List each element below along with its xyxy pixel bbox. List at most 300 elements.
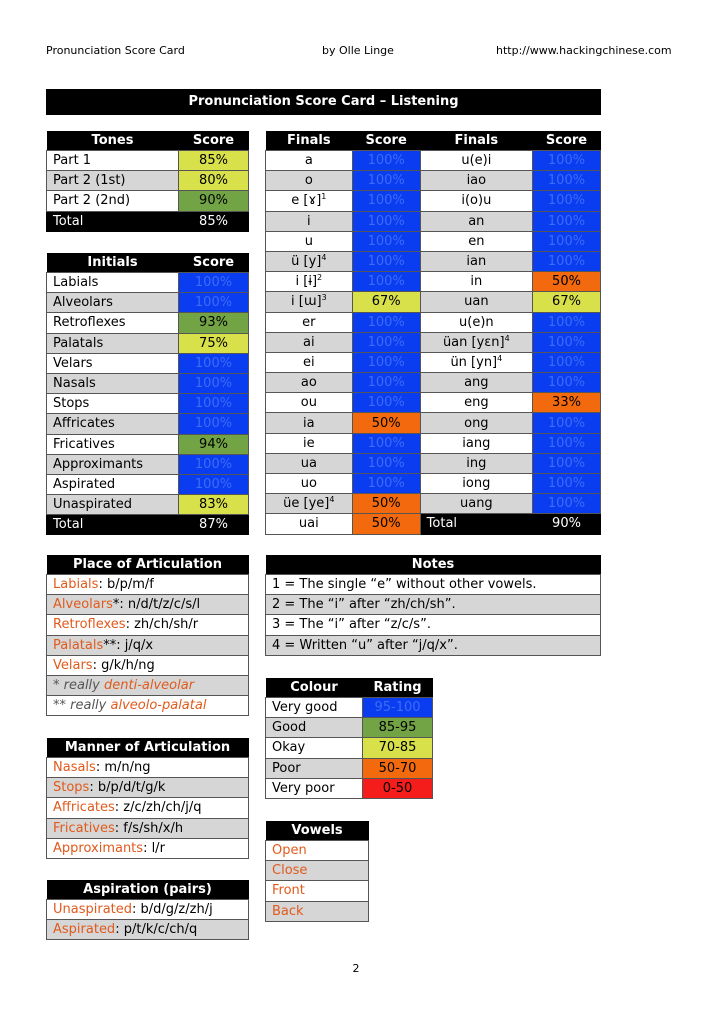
- initial-score: 100%: [179, 394, 249, 414]
- final-label: [420, 433, 532, 453]
- finals-header-left: Finals: [266, 131, 353, 151]
- vowels-header: Vowels: [266, 821, 369, 841]
- final-label: [420, 393, 532, 413]
- final-label: [420, 352, 532, 372]
- finals-total-score: 90%: [533, 514, 601, 534]
- table-row: [266, 841, 369, 861]
- initial-label: Alveolars: [47, 293, 179, 313]
- table-row: [266, 494, 601, 514]
- finals-total-label: Total: [420, 514, 532, 534]
- aspiration-values: : p/t/k/c/ch/q: [115, 922, 198, 938]
- final-label-label: üan [yɛn]: [442, 334, 505, 350]
- table-row: [47, 373, 249, 393]
- table-row: [266, 231, 601, 251]
- final-label-label: uo: [300, 476, 317, 492]
- final-label: [266, 151, 353, 171]
- place-note: [47, 675, 249, 695]
- table-row: [266, 272, 601, 292]
- table-row: [47, 696, 249, 716]
- total-row: [47, 211, 249, 231]
- final-label: [266, 312, 353, 332]
- final-score: 50%: [352, 514, 420, 534]
- legend-rating-header: Rating: [363, 678, 433, 698]
- final-label-label: ao: [300, 375, 317, 391]
- final-score: 100%: [352, 171, 420, 191]
- notes-header: Notes: [266, 555, 601, 575]
- initial-label: Approximants: [47, 454, 179, 474]
- place-note-prefix: * really: [53, 678, 104, 694]
- table-row: [47, 495, 249, 515]
- legend-label: Very poor: [266, 778, 363, 798]
- place-term: Labials: [53, 577, 99, 593]
- table-row: [47, 575, 249, 595]
- legend-range: 85-95: [363, 718, 433, 738]
- table-row: [266, 778, 433, 798]
- table-row: [47, 758, 249, 778]
- table-row: [47, 333, 249, 353]
- tones-total-score: 85%: [179, 211, 249, 231]
- table-row: [266, 332, 601, 352]
- table-row: [47, 818, 249, 838]
- final-label-label: u: [304, 233, 313, 249]
- final-score: 33%: [533, 393, 601, 413]
- final-label-label: er: [302, 314, 316, 330]
- initial-score: 100%: [179, 414, 249, 434]
- final-label: [420, 494, 532, 514]
- page-title: Pronunciation Score Card – Listening: [46, 89, 601, 115]
- place-values: *: n/d/t/z/c/s/l: [112, 597, 201, 613]
- table-row: [266, 413, 601, 433]
- tones-table: [46, 131, 249, 232]
- manner-term: Affricates: [53, 800, 115, 816]
- aspiration-term: Aspirated: [53, 922, 116, 938]
- manner-values: : z/c/zh/ch/j/q: [114, 800, 202, 816]
- final-label: [420, 231, 532, 251]
- manner-term: Stops: [53, 780, 90, 796]
- final-label-label: en: [468, 233, 485, 249]
- final-score: 100%: [352, 191, 420, 211]
- place-row: [47, 635, 249, 655]
- legend-range: 95-100: [363, 698, 433, 718]
- manner-table: [46, 738, 249, 859]
- initial-label: Stops: [47, 394, 179, 414]
- table-row: [47, 778, 249, 798]
- initial-score: 94%: [179, 434, 249, 454]
- legend-label: Okay: [266, 738, 363, 758]
- manner-row: [47, 778, 249, 798]
- final-label-label: i(o)u: [461, 193, 492, 209]
- final-label: [266, 292, 353, 312]
- table-row: [266, 433, 601, 453]
- manner-row: [47, 818, 249, 838]
- final-label: [420, 292, 532, 312]
- place-term: Palatals: [53, 637, 104, 653]
- final-score: 100%: [352, 433, 420, 453]
- final-label-label: ian: [466, 254, 487, 270]
- table-row: [266, 191, 601, 211]
- table-row: [47, 313, 249, 333]
- final-label: [266, 373, 353, 393]
- initials-table: [46, 253, 249, 535]
- manner-term: Approximants: [53, 840, 144, 856]
- final-label-label: iao: [466, 173, 487, 189]
- final-label-footnote: 1: [321, 192, 327, 202]
- table-row: [266, 151, 601, 171]
- legend-label: Poor: [266, 758, 363, 778]
- final-label-label: ü [y]: [291, 254, 322, 270]
- initial-score: 100%: [179, 454, 249, 474]
- final-score: 100%: [533, 211, 601, 231]
- table-row: [266, 718, 433, 738]
- final-score: 100%: [352, 373, 420, 393]
- table-row: [47, 353, 249, 373]
- tone-score: 85%: [179, 151, 249, 171]
- initial-label: Unaspirated: [47, 495, 179, 515]
- final-label-label: üe [ye]: [283, 496, 330, 512]
- final-label-label: ua: [300, 455, 317, 471]
- final-label: [266, 171, 353, 191]
- final-score: 100%: [533, 151, 601, 171]
- place-header: Place of Articulation: [47, 555, 249, 575]
- place-row: [47, 595, 249, 615]
- final-score: 100%: [352, 312, 420, 332]
- aspiration-header: Aspiration (pairs): [47, 880, 249, 900]
- legend-table: [265, 678, 433, 799]
- place-term: Velars: [53, 657, 93, 673]
- note-item: 1 = The single “e” without other vowels.: [266, 575, 601, 595]
- place-values: : zh/ch/sh/r: [125, 617, 199, 633]
- table-row: [47, 414, 249, 434]
- final-label: [266, 352, 353, 372]
- final-label-footnote: 4: [497, 353, 503, 363]
- final-score: 67%: [533, 292, 601, 312]
- manner-row: [47, 838, 249, 858]
- final-label: [420, 373, 532, 393]
- final-score: 100%: [533, 413, 601, 433]
- table-row: [266, 635, 601, 655]
- table-row: [266, 575, 601, 595]
- table-row: [266, 292, 601, 312]
- final-label-label: ing: [466, 455, 487, 471]
- final-label-label: eng: [464, 395, 489, 411]
- table-row: [266, 312, 601, 332]
- final-label: [420, 312, 532, 332]
- table-row: [47, 434, 249, 454]
- table-row: [47, 595, 249, 615]
- table-row: [47, 151, 249, 171]
- place-table: [46, 555, 249, 716]
- initial-label: Retroflexes: [47, 313, 179, 333]
- table-row: [47, 798, 249, 818]
- final-score: 100%: [533, 231, 601, 251]
- final-score: 50%: [533, 272, 601, 292]
- aspiration-row: [47, 920, 249, 940]
- legend-label: Very good: [266, 698, 363, 718]
- final-score: 100%: [352, 231, 420, 251]
- table-row: [47, 635, 249, 655]
- final-label-footnote: 2: [317, 273, 323, 283]
- aspiration-values: : b/d/g/z/zh/j: [132, 902, 213, 918]
- table-row: [47, 474, 249, 494]
- final-label: [266, 474, 353, 494]
- table-row: [266, 861, 369, 881]
- table-row: [266, 393, 601, 413]
- final-label-label: e [ɤ]: [291, 193, 322, 209]
- final-label: [266, 453, 353, 473]
- manner-row: [47, 798, 249, 818]
- vowels-table: [265, 821, 369, 922]
- initial-score: 93%: [179, 313, 249, 333]
- table-row: [266, 901, 369, 921]
- final-score: 100%: [533, 191, 601, 211]
- place-values: : b/p/m/f: [98, 577, 154, 593]
- notes-table: [265, 555, 601, 656]
- note-item: 4 = Written “u” after “j/q/x”.: [266, 635, 601, 655]
- final-score: 50%: [352, 413, 420, 433]
- final-score: 100%: [533, 171, 601, 191]
- manner-values: : b/p/d/t/g/k: [89, 780, 166, 796]
- table-row: [47, 454, 249, 474]
- place-note-prefix: ** really: [53, 698, 111, 714]
- final-score: 100%: [352, 251, 420, 271]
- table-row: [47, 838, 249, 858]
- final-label-footnote: 4: [321, 253, 327, 263]
- final-score: 100%: [533, 352, 601, 372]
- final-label: [420, 453, 532, 473]
- final-label: [420, 211, 532, 231]
- header-author: by Olle Linge: [322, 44, 394, 57]
- manner-header: Manner of Articulation: [47, 738, 249, 758]
- table-row: [266, 373, 601, 393]
- final-label: [420, 272, 532, 292]
- note-item: 2 = The “i” after “zh/ch/sh”.: [266, 595, 601, 615]
- initial-score: 75%: [179, 333, 249, 353]
- finals-score-header-right: Score: [533, 131, 601, 151]
- table-row: [266, 453, 601, 473]
- final-score: 100%: [533, 433, 601, 453]
- final-label-label: o: [304, 173, 313, 189]
- initial-score: 100%: [179, 373, 249, 393]
- manner-term: Fricatives: [53, 820, 115, 836]
- final-label: [266, 514, 353, 534]
- page-number: 2: [352, 962, 360, 975]
- final-label-label: in: [470, 274, 483, 290]
- final-label-label: i [ɯ]: [291, 294, 322, 310]
- final-label: [420, 151, 532, 171]
- final-score: 100%: [352, 151, 420, 171]
- final-label: [266, 251, 353, 271]
- final-label: [420, 251, 532, 271]
- table-row: [266, 251, 601, 271]
- place-note-term: denti-alveolar: [104, 678, 195, 694]
- initials-total-label: Total: [47, 515, 179, 535]
- final-label: [266, 494, 353, 514]
- final-label-label: uai: [298, 516, 319, 532]
- final-label: [420, 332, 532, 352]
- tone-label: Part 1: [47, 151, 179, 171]
- initial-label: Palatals: [47, 333, 179, 353]
- final-label: [266, 433, 353, 453]
- finals-score-header-left: Score: [352, 131, 420, 151]
- final-label-footnote: 4: [504, 333, 510, 343]
- place-row: [47, 615, 249, 635]
- final-score: 100%: [533, 453, 601, 473]
- legend-label: Good: [266, 718, 363, 738]
- final-score: 100%: [533, 251, 601, 271]
- manner-values: : m/n/ng: [95, 760, 151, 776]
- manner-values: : l/r: [143, 840, 165, 856]
- table-row: [47, 293, 249, 313]
- final-score: 100%: [352, 272, 420, 292]
- final-label-label: ou: [300, 395, 317, 411]
- table-row: [266, 758, 433, 778]
- final-label: [266, 332, 353, 352]
- table-row: [47, 675, 249, 695]
- final-label-label: an: [468, 213, 485, 229]
- place-values: **: j/q/x: [103, 637, 154, 653]
- final-label: [266, 413, 353, 433]
- final-score: 100%: [352, 474, 420, 494]
- aspiration-term: Unaspirated: [53, 902, 133, 918]
- table-row: [266, 474, 601, 494]
- table-row: [47, 394, 249, 414]
- place-values: : g/k/h/ng: [92, 657, 155, 673]
- table-row: [47, 655, 249, 675]
- final-label-label: ei: [303, 354, 315, 370]
- header-title: Pronunciation Score Card: [46, 44, 185, 57]
- aspiration-row: [47, 900, 249, 920]
- final-label-label: iong: [462, 476, 491, 492]
- aspiration-table: [46, 880, 249, 940]
- final-label-footnote: 4: [329, 495, 335, 505]
- final-label: [266, 231, 353, 251]
- initial-label: Affricates: [47, 414, 179, 434]
- table-row: [47, 900, 249, 920]
- place-note-term: alveolo-palatal: [110, 698, 207, 714]
- total-row: [47, 515, 249, 535]
- final-score: 100%: [352, 453, 420, 473]
- table-row: [266, 595, 601, 615]
- manner-values: : f/s/sh/x/h: [114, 820, 184, 836]
- tones-score-header: Score: [179, 131, 249, 151]
- final-score: 100%: [533, 474, 601, 494]
- initial-label: Velars: [47, 353, 179, 373]
- initial-score: 100%: [179, 474, 249, 494]
- initials-total-score: 87%: [179, 515, 249, 535]
- initials-header: Initials: [47, 253, 179, 273]
- table-row: [266, 171, 601, 191]
- manner-term: Nasals: [53, 760, 96, 776]
- final-label-footnote: 3: [321, 293, 327, 303]
- final-label-label: ong: [464, 415, 489, 431]
- tones-header: Tones: [47, 131, 179, 151]
- table-row: [47, 171, 249, 191]
- legend-range: 50-70: [363, 758, 433, 778]
- final-label-label: ang: [464, 375, 489, 391]
- legend-range: 70-85: [363, 738, 433, 758]
- final-score: 100%: [533, 332, 601, 352]
- final-label-label: a: [304, 153, 313, 169]
- final-score: 100%: [533, 373, 601, 393]
- manner-row: [47, 758, 249, 778]
- place-term: Retroflexes: [53, 617, 126, 633]
- final-label-label: ai: [303, 334, 315, 350]
- final-label: [266, 272, 353, 292]
- final-label-label: u(e)n: [459, 314, 494, 330]
- table-row: [47, 615, 249, 635]
- initial-label: Aspirated: [47, 474, 179, 494]
- final-score: 67%: [352, 292, 420, 312]
- table-row: [47, 273, 249, 293]
- final-label: [266, 393, 353, 413]
- place-row: [47, 575, 249, 595]
- final-label-label: i [ɨ]: [295, 274, 318, 290]
- final-label-label: ün [yn]: [450, 354, 498, 370]
- initial-score: 83%: [179, 495, 249, 515]
- table-row: [266, 738, 433, 758]
- final-score: 100%: [352, 211, 420, 231]
- final-label-label: ie: [303, 435, 315, 451]
- vowel-item: Front: [266, 881, 369, 901]
- final-label: [266, 211, 353, 231]
- initial-score: 100%: [179, 273, 249, 293]
- vowel-item: Open: [266, 841, 369, 861]
- place-term: Alveolars: [53, 597, 113, 613]
- tones-total-label: Total: [47, 211, 179, 231]
- finals-table: [265, 131, 601, 535]
- initial-label: Labials: [47, 273, 179, 293]
- table-row: [266, 881, 369, 901]
- tone-label: Part 2 (1st): [47, 171, 179, 191]
- final-label-label: uang: [459, 496, 493, 512]
- finals-header-right: Finals: [420, 131, 532, 151]
- initial-label: Nasals: [47, 373, 179, 393]
- header-url[interactable]: http://www.hackingchinese.com: [496, 44, 672, 57]
- final-label: [266, 191, 353, 211]
- legend-colour-header: Colour: [266, 678, 363, 698]
- tone-label: Part 2 (2nd): [47, 191, 179, 211]
- table-row: [266, 211, 601, 231]
- final-score: 100%: [352, 393, 420, 413]
- table-row: [266, 698, 433, 718]
- final-score: 50%: [352, 494, 420, 514]
- final-score: 100%: [533, 312, 601, 332]
- table-row: [266, 514, 601, 534]
- final-score: 100%: [533, 494, 601, 514]
- note-item: 3 = The “i” after “z/c/s”.: [266, 615, 601, 635]
- final-label: [420, 171, 532, 191]
- table-row: [266, 352, 601, 372]
- place-note: [47, 696, 249, 716]
- final-label-label: iang: [462, 435, 491, 451]
- final-score: 100%: [352, 332, 420, 352]
- final-label-label: u(e)i: [461, 153, 492, 169]
- final-label: [420, 413, 532, 433]
- final-label-label: i: [307, 213, 311, 229]
- final-label-label: uan: [464, 294, 489, 310]
- tone-score: 80%: [179, 171, 249, 191]
- initial-score: 100%: [179, 293, 249, 313]
- final-score: 100%: [352, 352, 420, 372]
- final-label-label: ia: [303, 415, 315, 431]
- tone-score: 90%: [179, 191, 249, 211]
- table-row: [47, 920, 249, 940]
- place-row: [47, 655, 249, 675]
- table-row: [266, 615, 601, 635]
- vowel-item: Back: [266, 901, 369, 921]
- final-label: [420, 191, 532, 211]
- initial-score: 100%: [179, 353, 249, 373]
